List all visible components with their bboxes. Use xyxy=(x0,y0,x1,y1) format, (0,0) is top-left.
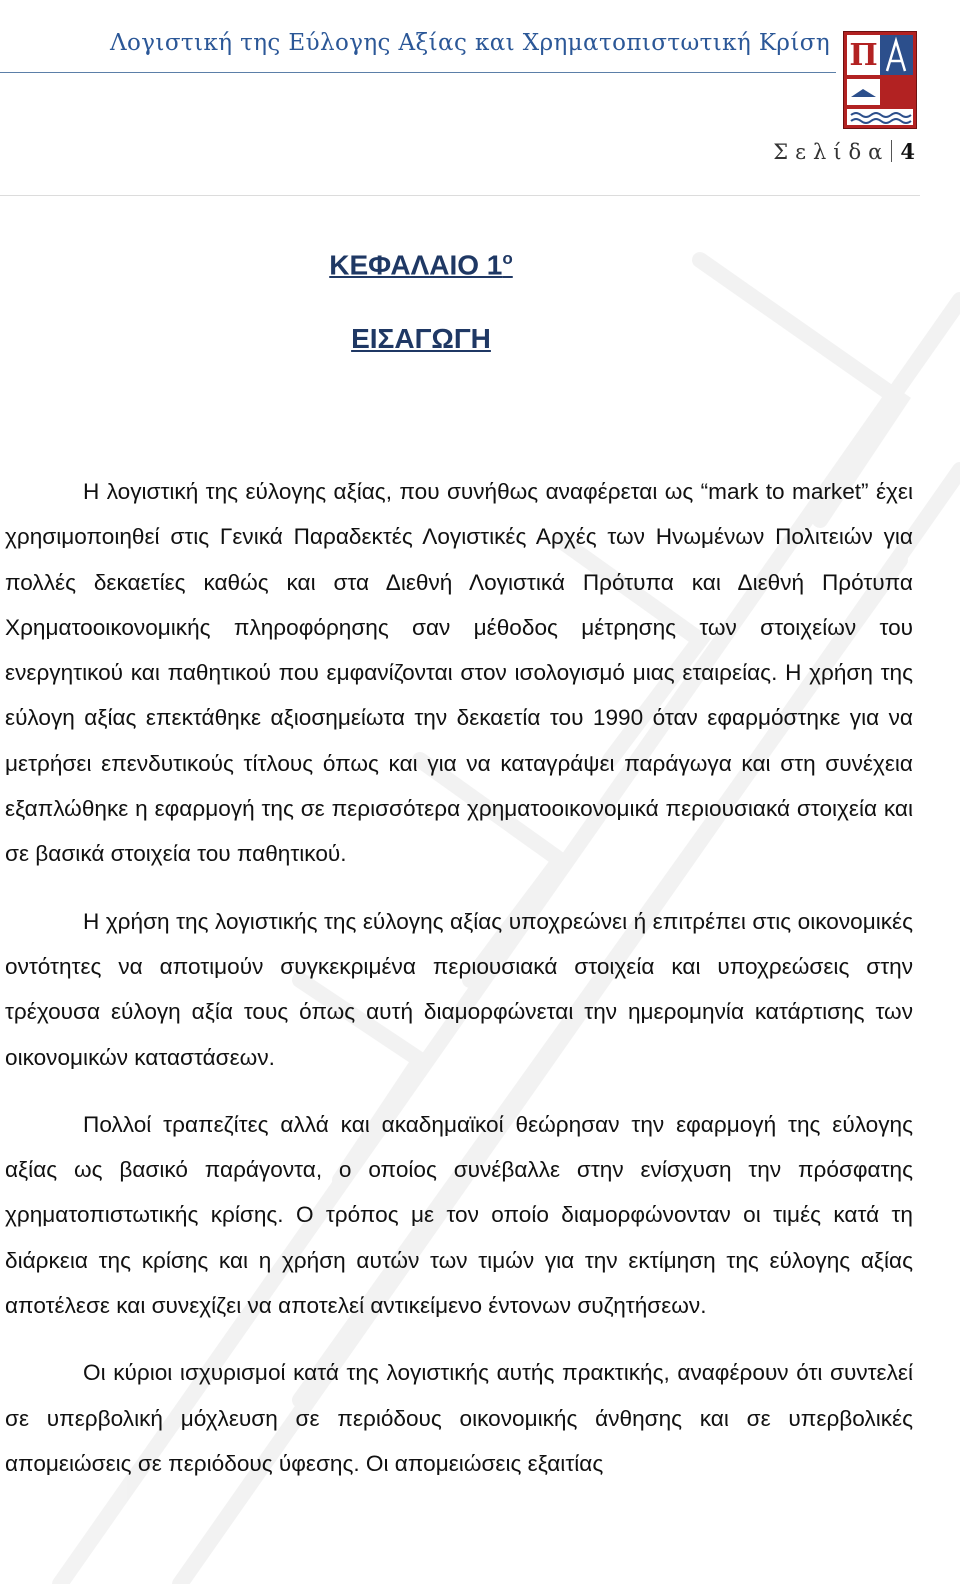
logo-letter: Π xyxy=(849,38,878,73)
chapter-title xyxy=(0,249,842,281)
page-number-value: 4 xyxy=(900,139,915,164)
running-header-title: Λογιστική της Εύλογης Αξίας και Χρηματοπιστωτική Κρίση xyxy=(110,30,831,56)
paragraph: Οι κύριοι ισχυρισμοί κατά της λογιστικής αυτής πρακτικής, αναφέρουν ότι συντελεί σε υπερβολική μόχλευση σε περιόδους οικονομικής άνθησης και σε υπερβολικές απομειώσεις σε περιόδους ύφεσης. Οι απομειώσεις εξαιτίας xyxy=(5,1360,913,1476)
chapter-subtitle: ΕΙΣΑΓΩΓΗ xyxy=(351,323,491,354)
page-label: Σελίδα xyxy=(773,140,890,164)
body-text xyxy=(5,469,913,1508)
paragraph: Η λογιστική της εύλογης αξίας, που συνήθως αναφέρεται ως “mark to market” έχει χρησιμοποιηθεί στις Γενικά Παραδεκτές Λογιστικές Αρχές των Ηνωμένων Πολιτειών για πολλές δεκαετίες καθώς και στα Διεθνή Λογιστικά Πρότυπα και Διεθνή Πρότυπα Χρηματοοικονομικής πληροφόρησης σαν μέθοδος μέτρησης των στοιχείων του ενεργητικού και παθητικού που εμφανίζονται στον ισολογισμό μιας εταιρείας. Η χρήση της εύλογη αξίας επεκτάθηκε αξιοσημείωτα την δεκαετία του 1990 όταν εφαρμόστηκε για να μετρήσει επενδυτικούς τίτλους όπως και για να καταγράψει παράγωγα και στη συνέχεια εξαπλώθηκε η εφαρμογή της σε περισσότερα χρηματοοικονομικά περιουσιακά στοιχεία και σε βασικά στοιχεία του παθητικού. xyxy=(5,479,913,867)
page-divider xyxy=(0,195,920,196)
header-divider xyxy=(0,72,836,73)
paragraph: Η χρήση της λογιστικής της εύλογης αξίας υποχρεώνει ή επιτρέπει στις οικονομικές οντότητες να αποτιμούν συγκεκριμένα περιουσιακά στοιχεία και υποχρεώσεις στην τρέχουσα εύλογη αξία τους όπως αυτή διαμορφώνεται την ημερομηνία κατάρτισης των οικονομικών καταστάσεων. xyxy=(5,908,913,1070)
chapter-title-superscript: ο xyxy=(502,249,513,268)
page-number-separator xyxy=(891,140,892,162)
university-logo xyxy=(843,31,917,129)
page-number xyxy=(773,139,915,164)
chapter-title-text: ΚΕΦΑΛΑΙΟ 1 xyxy=(329,249,503,281)
paragraph: Πολλοί τραπεζίτες αλλά και ακαδημαϊκοί θεώρησαν την εφαρμογή της εύλογης αξίας ως βασικό παράγοντα, ο οποίος συνέβαλλε στην ενίσχυση την πρόσφατης χρηματοπιστωτικής κρίσης. Ο τρόπος με τον οποίο διαμορφώνονταν οι τιμές κατά τη διάρκεια της κρίσης και η χρήση αυτών των τιμών για την εκτίμηση της εύλογης αξίας αποτέλεσε και συνεχίζει να αποτελεί αντικείμενο έντονων συζητήσεων. xyxy=(5,1111,913,1319)
